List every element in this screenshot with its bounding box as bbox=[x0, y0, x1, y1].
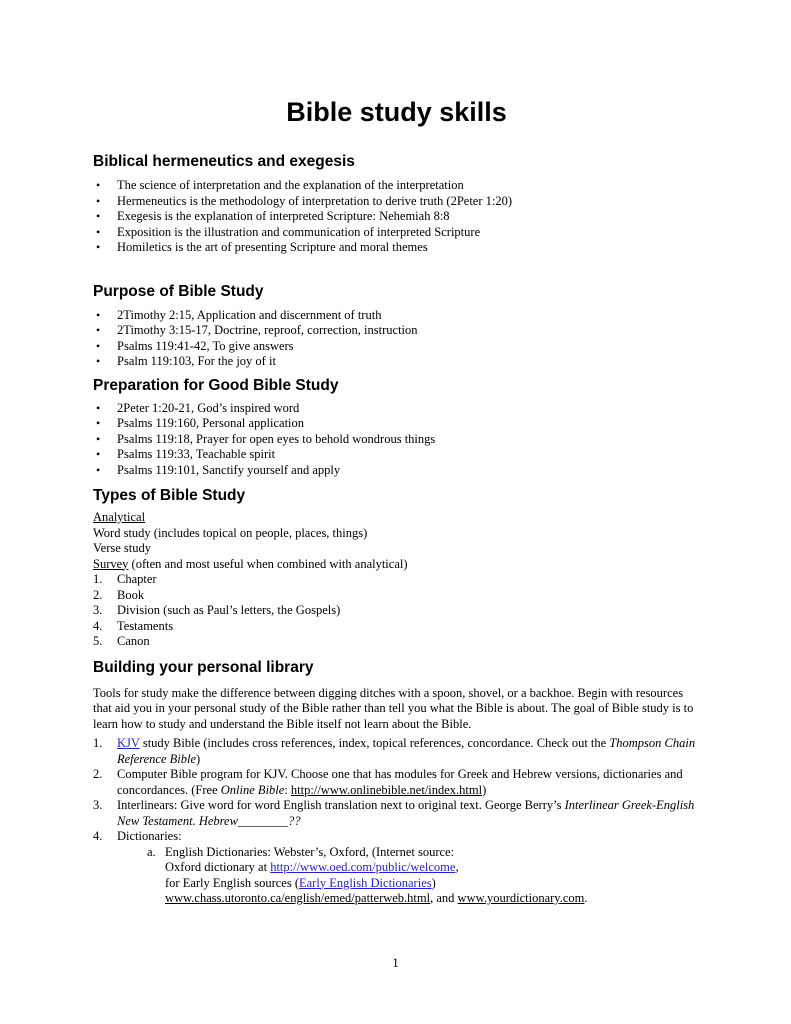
library-intro-paragraph: Tools for study make the difference between digging ditches with a spoon, shovel, or a backhoe. Begin with resources that aid you in your personal study of the Bible rather than tell you what the Bible is about. The goal of Bible study is to learn how to study and understand the Bible itself not learn about the Bible. bbox=[93, 685, 694, 731]
list-item-text: 2Peter 1:20-21, God’s inspired word bbox=[117, 400, 300, 415]
types-numbered-list bbox=[93, 572, 700, 650]
preparation-bullet-list bbox=[93, 401, 700, 479]
underlined-term: Survey bbox=[93, 556, 129, 571]
book-title-italic: Interlinear Greek-English New Testament. Hebrew________?? bbox=[117, 798, 695, 828]
bullet-icon: • bbox=[96, 462, 101, 477]
item-text: study Bible (includes cross references, index, topical references, concordance. Check out the bbox=[139, 736, 610, 750]
utoronto-link[interactable]: www.chass.utoronto.ca/english/emed/patterweb.html bbox=[165, 891, 431, 905]
list-item-text: 2Timothy 3:15-17, Doctrine, reproof, correction, instruction bbox=[117, 323, 418, 337]
bullet-icon: • bbox=[96, 338, 101, 353]
item-text: : bbox=[284, 782, 291, 797]
types-line-survey bbox=[93, 557, 700, 573]
list-item bbox=[93, 225, 700, 241]
oed-link[interactable]: http://www.oed.com/public/welcome bbox=[270, 860, 456, 874]
item-number: 4. bbox=[93, 829, 103, 843]
list-item bbox=[93, 209, 700, 225]
bullet-icon: • bbox=[96, 431, 101, 446]
kjv-link[interactable]: KJV bbox=[117, 736, 140, 750]
list-item-text: The science of interpretation and the explanation of the interpretation bbox=[117, 178, 464, 192]
bullet-icon: • bbox=[96, 224, 101, 239]
list-item bbox=[93, 354, 700, 370]
document-title: Bible study skills bbox=[286, 97, 507, 127]
sub-item-text: , and bbox=[430, 891, 458, 905]
sub-item-english-dictionaries bbox=[93, 845, 700, 861]
onlinebible-link[interactable]: http://www.onlinebible.net/index.html bbox=[290, 782, 483, 797]
numbered-item bbox=[93, 619, 700, 635]
list-item-text: Psalms 119:101, Sanctify yourself and apply bbox=[117, 462, 341, 477]
list-item-text: Psalm 119:103, For the joy of it bbox=[117, 354, 276, 368]
yourdictionary-link[interactable]: www.yourdictionary.com bbox=[457, 891, 585, 905]
sub-item-text: for Early English sources ( bbox=[165, 875, 299, 890]
item-text: Testaments bbox=[117, 618, 174, 633]
sub-item-line-early-english bbox=[93, 876, 700, 892]
book-title-italic: Online Bible bbox=[220, 782, 285, 797]
section-heading-preparation: Preparation for Good Bible Study bbox=[93, 376, 339, 394]
item-number: 5. bbox=[93, 634, 103, 648]
numbered-item-computer-bible bbox=[93, 767, 700, 798]
item-text: Dictionaries: bbox=[117, 829, 182, 843]
list-item bbox=[93, 463, 700, 479]
item-text: Chapter bbox=[117, 572, 157, 586]
numbered-item-interlinears bbox=[93, 798, 700, 829]
bullet-icon: • bbox=[96, 447, 101, 461]
sub-item-text: English Dictionaries: Webster’s, Oxford, (Internet source: bbox=[165, 844, 455, 859]
sub-item-line-oed bbox=[93, 860, 700, 876]
list-item-text: Psalms 119:33, Teachable spirit bbox=[117, 447, 276, 461]
bullet-icon: • bbox=[96, 209, 101, 223]
list-item bbox=[93, 339, 700, 355]
early-english-dictionaries-link[interactable]: Early English Dictionaries bbox=[299, 875, 432, 890]
types-line-analytical bbox=[93, 510, 700, 526]
item-number: 3. bbox=[93, 798, 103, 812]
item-text: Interlinears: Give word for word English translation next to original text. George Berry’s bbox=[117, 798, 565, 812]
list-item bbox=[93, 323, 700, 339]
list-item-text: Exposition is the illustration and communication of interpreted Scripture bbox=[117, 224, 481, 239]
survey-description: (often and most useful when combined with analytical) bbox=[128, 556, 408, 571]
item-number: 3. bbox=[93, 603, 103, 617]
item-text: ) bbox=[196, 751, 201, 766]
item-text: Book bbox=[117, 587, 145, 602]
hermeneutics-bullet-list bbox=[93, 178, 700, 256]
sub-item-text: . bbox=[584, 891, 588, 905]
numbered-item bbox=[93, 572, 700, 588]
list-item bbox=[93, 240, 700, 256]
book-title-italic: Thompson Chain Reference Bible bbox=[117, 736, 696, 766]
bullet-icon: • bbox=[96, 307, 101, 322]
item-text: Division (such as Paul’s letters, the Gospels) bbox=[117, 603, 341, 617]
bullet-icon: • bbox=[96, 416, 101, 430]
list-item bbox=[93, 447, 700, 463]
bullet-icon: • bbox=[96, 240, 101, 254]
item-number: 2. bbox=[93, 767, 103, 781]
bullet-icon: • bbox=[96, 400, 101, 415]
sub-item-text: , bbox=[455, 860, 459, 874]
item-number: 4. bbox=[93, 618, 103, 633]
section-heading-types: Types of Bible Study bbox=[93, 487, 246, 504]
list-item bbox=[93, 432, 700, 448]
list-item-text: Psalms 119:18, Prayer for open eyes to behold wondrous things bbox=[117, 431, 436, 446]
list-item bbox=[93, 416, 700, 432]
library-numbered-list bbox=[93, 736, 700, 907]
list-item bbox=[93, 308, 700, 324]
list-item-text: Hermeneutics is the methodology of interpretation to derive truth (2Peter 1:20) bbox=[117, 193, 513, 208]
types-line-verse-study: Verse study bbox=[93, 541, 151, 555]
sub-item-text: Oxford dictionary at bbox=[165, 860, 271, 874]
list-item-text: Psalms 119:160, Personal application bbox=[117, 416, 305, 430]
list-item bbox=[93, 194, 700, 210]
numbered-item bbox=[93, 603, 700, 619]
sub-item-text: ) bbox=[431, 875, 436, 890]
list-item bbox=[93, 178, 700, 194]
bullet-icon: • bbox=[96, 354, 101, 368]
section-heading-purpose: Purpose of Bible Study bbox=[93, 282, 264, 300]
page-number: 1 bbox=[392, 955, 399, 970]
types-line-word-study: Word study (includes topical on people, places, things) bbox=[93, 525, 368, 540]
sub-item-letter: a. bbox=[147, 844, 156, 859]
item-text: Canon bbox=[117, 634, 150, 648]
list-item-text: Exegesis is the explanation of interpreted Scripture: Nehemiah 8:8 bbox=[117, 209, 450, 223]
item-text: ) bbox=[482, 782, 487, 797]
numbered-item-dictionaries bbox=[93, 829, 700, 845]
bullet-icon: • bbox=[96, 193, 101, 208]
section-heading-library: Building your personal library bbox=[93, 658, 314, 676]
list-item-text: Psalms 119:41-42, To give answers bbox=[117, 338, 294, 353]
list-item bbox=[93, 401, 700, 417]
bullet-icon: • bbox=[96, 323, 101, 337]
list-item-text: 2Timothy 2:15, Application and discernment of truth bbox=[117, 307, 382, 322]
numbered-item bbox=[93, 634, 700, 650]
item-text: Computer Bible program for KJV. Choose one that has modules for Greek and Hebrew versions, dictionaries and concordances. (Free bbox=[117, 767, 683, 797]
item-number: 2. bbox=[93, 587, 103, 602]
numbered-item bbox=[93, 588, 700, 604]
numbered-item-kjv bbox=[93, 736, 700, 767]
sub-item-line-other-sites bbox=[93, 891, 700, 907]
section-heading-hermeneutics: Biblical hermeneutics and exegesis bbox=[93, 153, 355, 170]
bullet-icon: • bbox=[96, 178, 101, 192]
underlined-term: Analytical bbox=[93, 510, 146, 524]
item-number: 1. bbox=[93, 736, 103, 750]
item-number: 1. bbox=[93, 572, 103, 586]
list-item-text: Homiletics is the art of presenting Scripture and moral themes bbox=[117, 240, 428, 254]
purpose-bullet-list bbox=[93, 308, 700, 370]
